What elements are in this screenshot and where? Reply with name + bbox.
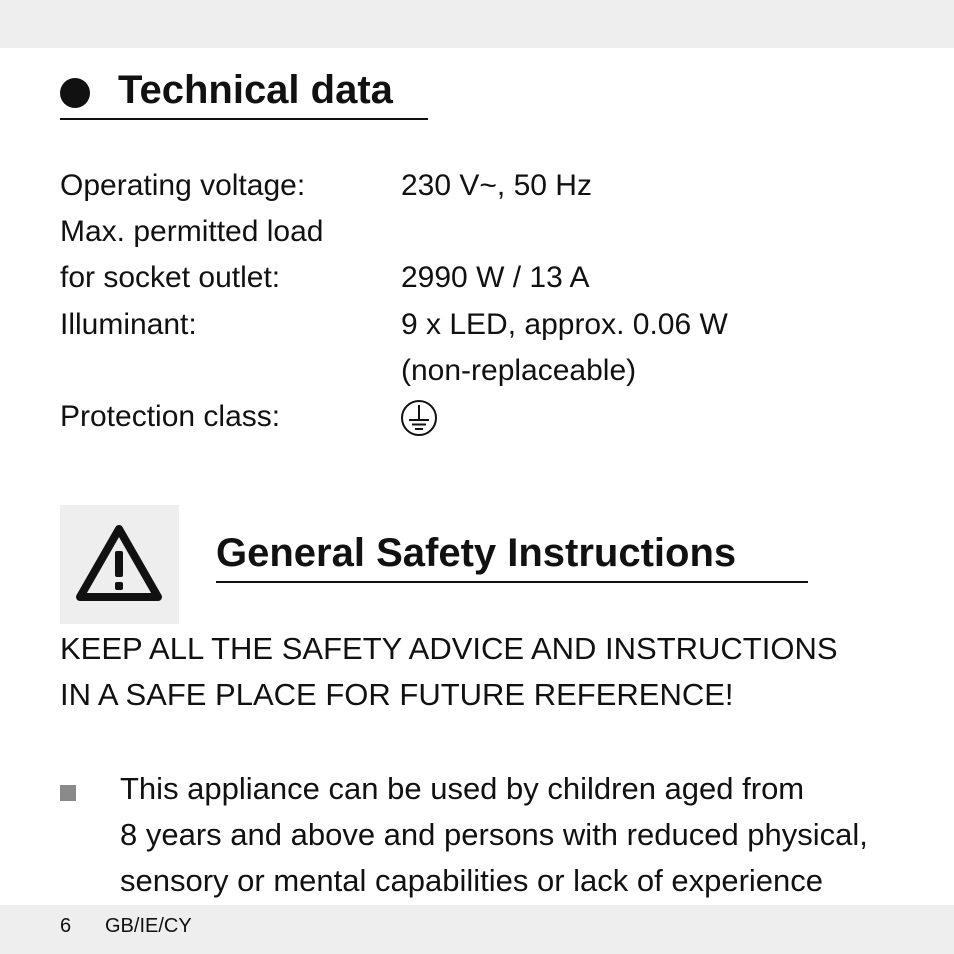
spec-value-illuminant: 9 x LED, approx. 0.06 W <box>401 308 728 341</box>
top-band <box>0 0 954 48</box>
spec-label-socket-outlet: for socket outlet: <box>60 261 281 294</box>
warning-triangle-icon <box>74 523 164 603</box>
spec-label-illuminant: Illuminant: <box>60 308 197 341</box>
bullet-dot-icon <box>60 78 90 108</box>
spec-value-operating-voltage: 230 V~, 50 Hz <box>401 169 592 202</box>
bullet-text-line-3: sensory or mental capabilities or lack of experience <box>120 863 824 898</box>
spec-value-illuminant-note: (non-replaceable) <box>401 354 637 387</box>
protective-earth-icon <box>400 399 438 437</box>
square-bullet-icon <box>60 785 76 801</box>
caps-line-1: KEEP ALL THE SAFETY ADVICE AND INSTRUCTIONS <box>60 631 838 666</box>
technical-data-heading <box>60 62 428 120</box>
bullet-text-line-1: This appliance can be used by children aged from <box>120 771 805 806</box>
safety-heading <box>216 525 808 583</box>
safety-title: General Safety Instructions <box>216 531 737 575</box>
spec-label-max-load: Max. permitted load <box>60 215 324 248</box>
locale-label: GB/IE/CY <box>105 915 192 937</box>
caps-line-2: IN A SAFE PLACE FOR FUTURE REFERENCE! <box>60 677 734 712</box>
spec-label-operating-voltage: Operating voltage: <box>60 169 306 202</box>
bullet-text-line-2: 8 years and above and persons with reduced physical, <box>120 817 868 852</box>
spec-label-protection-class: Protection class: <box>60 400 281 433</box>
spec-value-socket-outlet: 2990 W / 13 A <box>401 261 590 294</box>
technical-data-title: Technical data <box>118 68 393 112</box>
page-number: 6 <box>60 915 72 937</box>
warning-box <box>60 505 179 624</box>
